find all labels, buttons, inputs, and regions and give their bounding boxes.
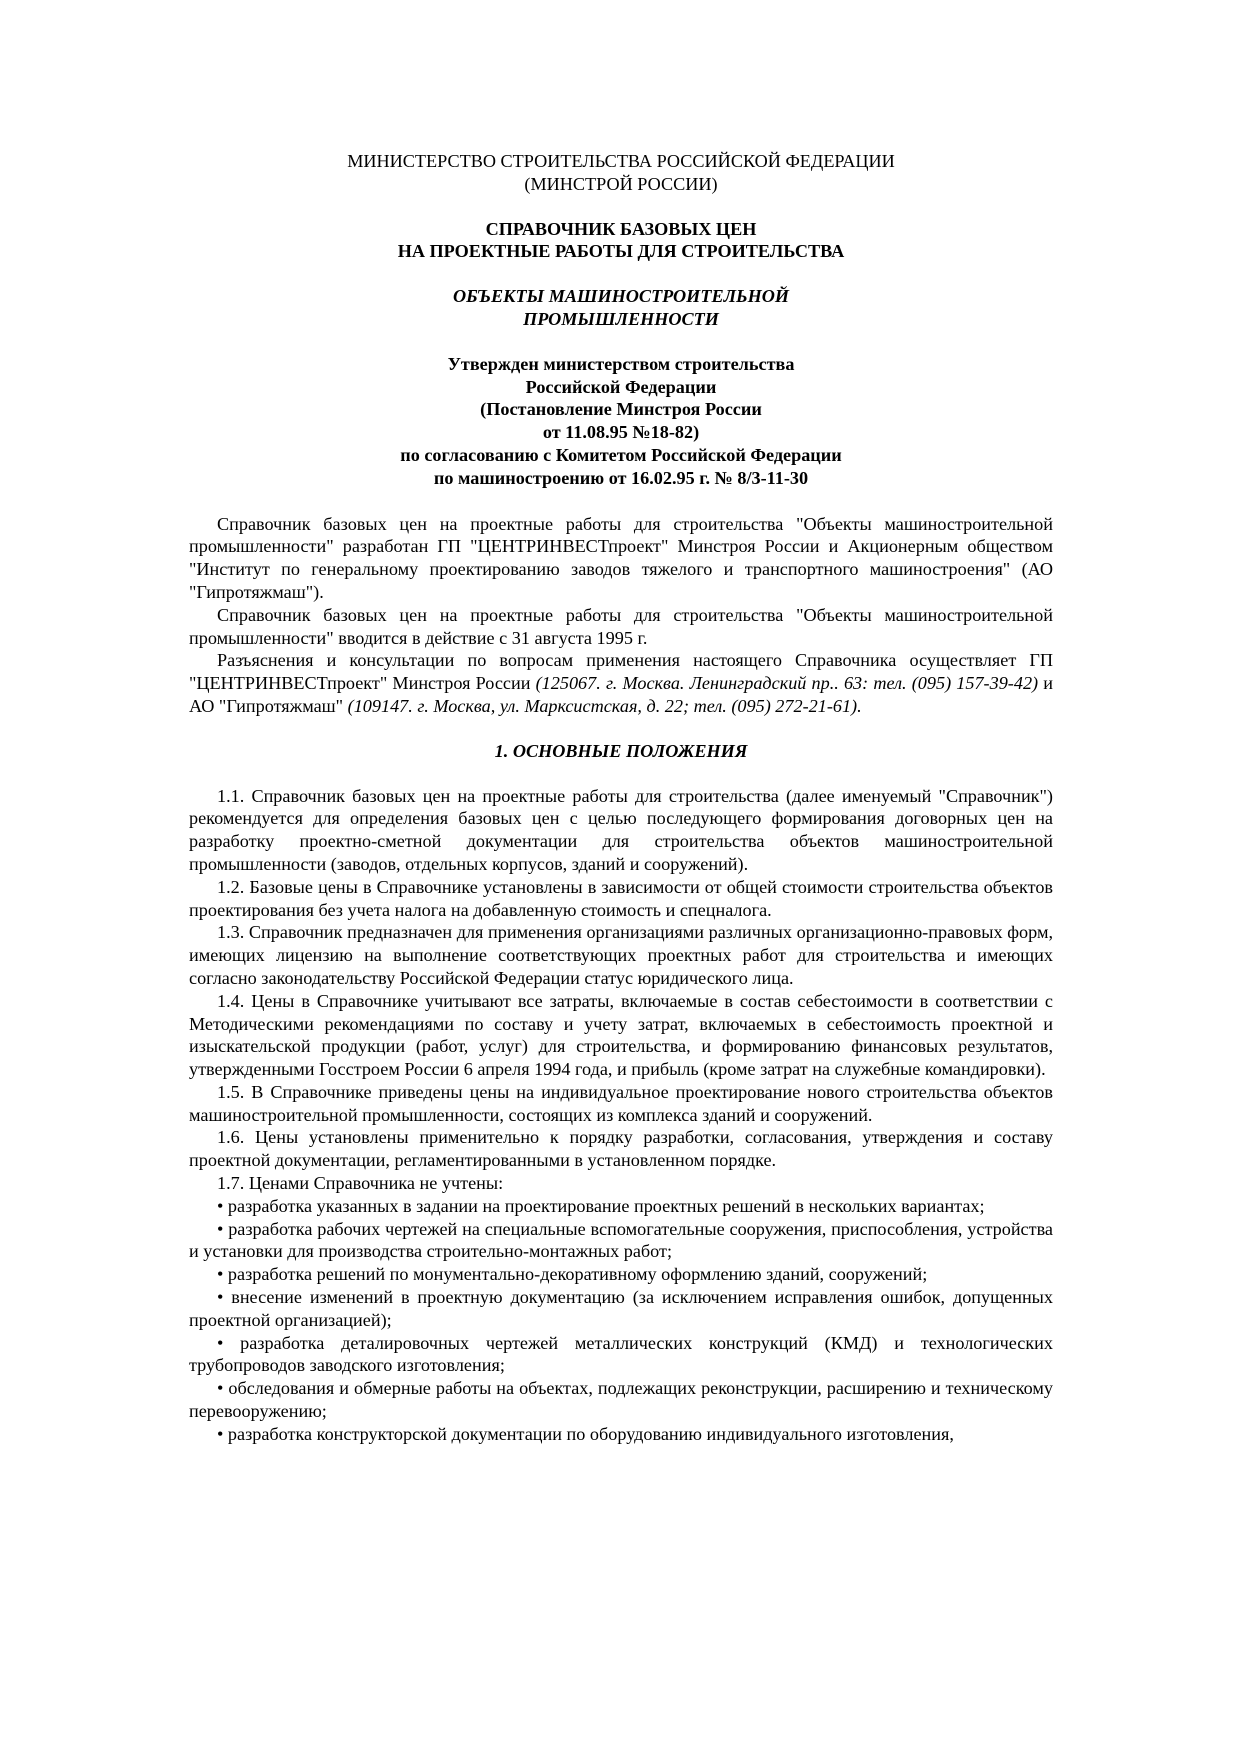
- paragraph-1-4: 1.4. Цены в Справочнике учитывают все затраты, включаемые в состав себестоимости в соответствии с Методическими рекомендациями по составу и учету затрат, включаемых в себестоимость проектной и изыскательской продукции (работ, услуг) для строительства, и формированию финансовых результатов, утвержденными Госстроем России 6 апреля 1994 года, и прибыль (кроме затрат на служебные командировки).: [189, 990, 1053, 1080]
- intro-section: [189, 513, 1053, 718]
- paragraph-1-5: 1.5. В Справочнике приведены цены на индивидуальное проектирование нового строительства объектов машиностроительной промышленности, состоящих из комплекса зданий и сооружений.: [189, 1081, 1053, 1125]
- bullet-item: • внесение изменений в проектную документацию (за исключением исправления ошибок, допущенных проектной организацией);: [189, 1287, 1053, 1330]
- intro-p3-address-2: (109147. г. Москва, ул. Марксистская, д. 22; тел. (095) 272-21-61).: [347, 695, 862, 716]
- bullet-item: • разработка решений по монументально-декоративному оформлению зданий, сооружений;: [217, 1264, 928, 1285]
- approval-line-6: по машиностроению от 16.02.95 г. № 8/3-11-30: [433, 467, 809, 488]
- paragraph-1-7: 1.7. Ценами Справочника не учтены:: [217, 1173, 504, 1194]
- bullet-item: • разработка рабочих чертежей на специальные вспомогательные сооружения, приспособления, устройства и установки для производства строительно-монтажных работ;: [189, 1218, 1053, 1262]
- intro-p3-address-1: (125067. г. Москва. Ленинградский пр.. 63: тел. (095) 157-39-42): [535, 673, 1039, 694]
- paragraph-1-2: 1.2. Базовые цены в Справочнике установлены в зависимости от общей стоимости строительства объектов проектирования без учета налога на добавленную стоимость и спецналога.: [189, 876, 1053, 920]
- section-1-body: [189, 785, 1053, 1446]
- intro-p3-text-a: Разъяснения и консультации по вопросам применения настоящего Справочника осуществляет ГП "ЦЕНТРИНВЕСТпроект" Минстроя России: [189, 650, 1053, 694]
- intro-paragraph-1: Справочник базовых цен на проектные работы для строительства "Объекты машиностроительной промышленности" разработан ГП "ЦЕНТРИНВЕСТпроект" Минстроя России и Акционерным обществом "Институт по генеральному проектированию заводов тяжелого и транспортного машиностроения" (АО "Гипротяжмаш").: [189, 513, 1053, 602]
- approval-line-3: (Постановление Минстроя России: [480, 399, 762, 420]
- document-body: [189, 150, 1053, 1446]
- approval-block: [189, 353, 1053, 490]
- approval-line-2: Российской Федерации: [525, 376, 717, 397]
- paragraph-1-6: 1.6. Цены установлены применительно к порядку разработки, согласования, утверждения и составу проектной документации, регламентированными в установленном порядке.: [189, 1127, 1053, 1171]
- document-title: [189, 218, 1053, 264]
- document-subtitle: [189, 285, 1053, 331]
- title-line-2: НА ПРОЕКТНЫЕ РАБОТЫ ДЛЯ СТРОИТЕЛЬСТВА: [397, 241, 845, 262]
- ministry-abbrev: (МИНСТРОЙ РОССИИ): [524, 173, 718, 194]
- subtitle-line-2: ПРОМЫШЛЕННОСТИ: [523, 308, 719, 329]
- section-1-title: 1. ОСНОВНЫЕ ПОЛОЖЕНИЯ: [494, 740, 748, 761]
- bullet-item: • разработка конструкторской документации по оборудованию индивидуального изготовления,: [217, 1423, 954, 1444]
- ministry-header: [189, 150, 1053, 196]
- bullet-item: • обследования и обмерные работы на объектах, подлежащих реконструкции, расширению и техническому перевооружению;: [189, 1378, 1053, 1422]
- title-line-1: СПРАВОЧНИК БАЗОВЫХ ЦЕН: [485, 218, 757, 239]
- subtitle-line-1: ОБЪЕКТЫ МАШИНОСТРОИТЕЛЬНОЙ: [452, 286, 790, 307]
- approval-line-1: Утвержден министерством строительства: [447, 353, 795, 374]
- approval-line-4: от 11.08.95 №18-82): [542, 422, 700, 443]
- ministry-name: МИНИСТЕРСТВО СТРОИТЕЛЬСТВА РОССИЙСКОЙ ФЕДЕРАЦИИ: [347, 151, 895, 171]
- intro-paragraph-3: [189, 649, 1053, 717]
- approval-line-5: по согласованию с Комитетом Российской Федерации: [400, 444, 842, 465]
- intro-p3-text-c: и АО "Гипротяжмаш": [189, 673, 1053, 716]
- bullet-item: • разработка указанных в задании на проектирование проектных решений в нескольких вариантах;: [217, 1195, 985, 1216]
- bullet-item: • разработка деталировочных чертежей металлических конструкций (КМД) и технологических трубопроводов заводского изготовления;: [189, 1332, 1053, 1376]
- intro-paragraph-2: Справочник базовых цен на проектные работы для строительства "Объекты машиностроительной промышленности" вводится в действие с 31 августа 1995 г.: [189, 604, 1053, 648]
- paragraph-1-1: 1.1. Справочник базовых цен на проектные работы для строительства (далее именуемый "Справочник") рекомендуется для определения базовых цен с целью последующего формирования договорных цен на разработку проектно-сметной документации для строительства объектов машиностроительной промышленности (заводов, отдельных корпусов, зданий и сооружений).: [189, 785, 1053, 874]
- paragraph-1-3: 1.3. Справочник предназначен для применения организациями различных организационно-правовых форм, имеющих лицензию на выполнение соответствующих проектных работ для строительства и имеющих согласно законодательству Российской Федерации статус юридического лица.: [189, 922, 1053, 988]
